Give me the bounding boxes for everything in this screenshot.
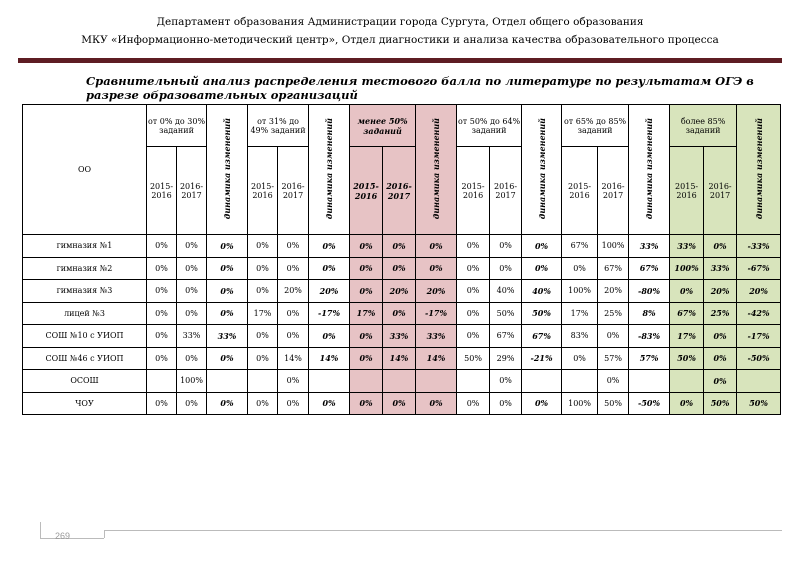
value-cell bbox=[457, 370, 490, 393]
value-cell: 0% bbox=[350, 235, 383, 258]
value-cell: 0% bbox=[457, 257, 490, 280]
row-name: гимназия №1 bbox=[23, 235, 147, 258]
value-cell: 14% bbox=[278, 347, 309, 370]
value-cell: 0% bbox=[598, 325, 629, 348]
year-header: 2015-2016 bbox=[248, 147, 278, 235]
value-cell: 67% bbox=[598, 257, 629, 280]
dynamics-cell: -50% bbox=[629, 392, 670, 415]
value-cell: 29% bbox=[490, 347, 522, 370]
value-cell: 0% bbox=[457, 280, 490, 303]
row-name: гимназия №3 bbox=[23, 280, 147, 303]
table-row bbox=[23, 257, 781, 280]
dynamics-cell: 33% bbox=[629, 235, 670, 258]
dynamics-header: динамика изменений bbox=[522, 105, 562, 235]
value-cell bbox=[147, 370, 177, 393]
value-cell: 0% bbox=[704, 347, 737, 370]
value-cell: 40% bbox=[490, 280, 522, 303]
value-cell: 0% bbox=[177, 392, 207, 415]
value-cell: 0% bbox=[177, 257, 207, 280]
dynamics-header: динамика изменений bbox=[629, 105, 670, 235]
value-cell: 33% bbox=[704, 257, 737, 280]
value-cell: 33% bbox=[670, 235, 704, 258]
value-cell: 0% bbox=[147, 392, 177, 415]
value-cell: 20% bbox=[383, 280, 416, 303]
value-cell bbox=[383, 370, 416, 393]
value-cell: 0% bbox=[278, 325, 309, 348]
value-cell: 25% bbox=[704, 302, 737, 325]
value-cell: 0% bbox=[457, 302, 490, 325]
value-cell: 0% bbox=[383, 392, 416, 415]
value-cell: 50% bbox=[457, 347, 490, 370]
dynamics-header: динамика изменений bbox=[207, 105, 248, 235]
dynamics-cell: -17% bbox=[737, 325, 781, 348]
footer-line bbox=[104, 530, 782, 531]
value-cell: 33% bbox=[383, 325, 416, 348]
value-cell: 0% bbox=[670, 280, 704, 303]
dynamics-cell: 0% bbox=[309, 325, 350, 348]
dynamics-cell: 20% bbox=[737, 280, 781, 303]
value-cell bbox=[562, 370, 598, 393]
dynamics-cell: -42% bbox=[737, 302, 781, 325]
year-header: 2016-2017 bbox=[704, 147, 737, 235]
value-cell: 50% bbox=[598, 392, 629, 415]
year-header: 2016-2017 bbox=[278, 147, 309, 235]
dynamics-cell: 67% bbox=[629, 257, 670, 280]
dynamics-cell: 0% bbox=[522, 257, 562, 280]
dynamics-header: динамика изменений bbox=[416, 105, 457, 235]
value-cell: 57% bbox=[598, 347, 629, 370]
results-table bbox=[22, 104, 781, 415]
year-header: 2016-2017 bbox=[490, 147, 522, 235]
dynamics-cell: -17% bbox=[416, 302, 457, 325]
value-cell: 0% bbox=[248, 235, 278, 258]
value-cell: 0% bbox=[147, 257, 177, 280]
dynamics-cell: 33% bbox=[416, 325, 457, 348]
header-center: МКУ «Информационно-методический центр», Отдел диагностики и анализа качества образовательного процесса bbox=[81, 34, 719, 46]
dynamics-cell: -50% bbox=[737, 347, 781, 370]
table-title: Сравнительный анализ распределения тестового балла по литературе по результатам ОГЭ в разрезе образовательных организаций bbox=[86, 74, 754, 102]
value-cell: 0% bbox=[350, 280, 383, 303]
row-name: лицей №3 bbox=[23, 302, 147, 325]
footer-tick bbox=[40, 522, 41, 538]
group-header: от 31% до 49% заданий bbox=[248, 105, 309, 147]
dynamics-cell: -80% bbox=[629, 280, 670, 303]
dynamics-cell: 14% bbox=[309, 347, 350, 370]
dynamics-cell: 0% bbox=[309, 392, 350, 415]
dynamics-header: динамика изменений bbox=[737, 105, 781, 235]
group-header: от 50% до 64% заданий bbox=[457, 105, 522, 147]
value-cell bbox=[670, 370, 704, 393]
dynamics-cell: 50% bbox=[522, 302, 562, 325]
dynamics-cell: -21% bbox=[522, 347, 562, 370]
year-header: 2015-2016 bbox=[562, 147, 598, 235]
dynamics-cell bbox=[207, 370, 248, 393]
value-cell: 67% bbox=[490, 325, 522, 348]
table-row bbox=[23, 325, 781, 348]
value-cell: 100% bbox=[670, 257, 704, 280]
header-rule bbox=[18, 58, 782, 63]
value-cell: 0% bbox=[147, 280, 177, 303]
value-cell: 0% bbox=[248, 325, 278, 348]
dynamics-cell: 0% bbox=[416, 235, 457, 258]
table-row bbox=[23, 302, 781, 325]
dynamics-cell: 0% bbox=[522, 392, 562, 415]
value-cell: 17% bbox=[562, 302, 598, 325]
footer-line bbox=[40, 538, 104, 539]
value-cell: 0% bbox=[177, 347, 207, 370]
dynamics-cell: 20% bbox=[309, 280, 350, 303]
year-header: 2015-2016 bbox=[147, 147, 177, 235]
value-cell bbox=[248, 370, 278, 393]
row-name: ЧОУ bbox=[23, 392, 147, 415]
value-cell: 100% bbox=[177, 370, 207, 393]
value-cell: 0% bbox=[350, 347, 383, 370]
value-cell: 0% bbox=[248, 280, 278, 303]
value-cell: 50% bbox=[490, 302, 522, 325]
footer-corner bbox=[104, 530, 105, 538]
value-cell: 0% bbox=[457, 235, 490, 258]
value-cell: 0% bbox=[350, 257, 383, 280]
value-cell: 0% bbox=[350, 325, 383, 348]
value-cell: 0% bbox=[248, 392, 278, 415]
value-cell: 0% bbox=[147, 325, 177, 348]
year-header: 2015-2016 bbox=[350, 147, 383, 235]
oo-header: ОО bbox=[23, 105, 147, 235]
dynamics-cell: 0% bbox=[207, 257, 248, 280]
value-cell: 20% bbox=[278, 280, 309, 303]
dynamics-cell: 0% bbox=[309, 257, 350, 280]
value-cell: 0% bbox=[248, 347, 278, 370]
dynamics-header: динамика изменений bbox=[309, 105, 350, 235]
group-header: менее 50% заданий bbox=[350, 105, 416, 147]
dynamics-cell: 0% bbox=[207, 302, 248, 325]
value-cell: 25% bbox=[598, 302, 629, 325]
value-cell: 20% bbox=[704, 280, 737, 303]
value-cell: 0% bbox=[562, 347, 598, 370]
dynamics-cell bbox=[416, 370, 457, 393]
table-row bbox=[23, 347, 781, 370]
value-cell: 0% bbox=[562, 257, 598, 280]
value-cell: 0% bbox=[704, 235, 737, 258]
value-cell: 100% bbox=[562, 280, 598, 303]
dynamics-cell: -67% bbox=[737, 257, 781, 280]
value-cell: 50% bbox=[704, 392, 737, 415]
value-cell: 0% bbox=[490, 235, 522, 258]
header-department: Департамент образования Администрации города Сургута, Отдел общего образования bbox=[156, 16, 644, 28]
value-cell: 0% bbox=[490, 370, 522, 393]
value-cell: 0% bbox=[177, 280, 207, 303]
value-cell: 0% bbox=[457, 392, 490, 415]
table-row bbox=[23, 392, 781, 415]
dynamics-cell bbox=[629, 370, 670, 393]
value-cell: 0% bbox=[490, 257, 522, 280]
value-cell bbox=[350, 370, 383, 393]
row-name: СОШ №46 с УИОП bbox=[23, 347, 147, 370]
year-header: 2015-2016 bbox=[457, 147, 490, 235]
dynamics-cell: -33% bbox=[737, 235, 781, 258]
value-cell: 17% bbox=[670, 325, 704, 348]
value-cell: 0% bbox=[670, 392, 704, 415]
value-cell: 0% bbox=[278, 302, 309, 325]
dynamics-cell: 0% bbox=[522, 235, 562, 258]
value-cell: 20% bbox=[598, 280, 629, 303]
dynamics-cell: -17% bbox=[309, 302, 350, 325]
value-cell: 0% bbox=[177, 302, 207, 325]
value-cell: 33% bbox=[177, 325, 207, 348]
row-name: гимназия №2 bbox=[23, 257, 147, 280]
dynamics-cell: 0% bbox=[207, 235, 248, 258]
dynamics-cell: 50% bbox=[737, 392, 781, 415]
table-row bbox=[23, 370, 781, 393]
value-cell: 0% bbox=[147, 302, 177, 325]
dynamics-cell: 0% bbox=[207, 280, 248, 303]
dynamics-cell: 0% bbox=[207, 392, 248, 415]
value-cell: 0% bbox=[278, 235, 309, 258]
dynamics-cell: 0% bbox=[309, 235, 350, 258]
dynamics-cell: 8% bbox=[629, 302, 670, 325]
value-cell: 0% bbox=[248, 257, 278, 280]
dynamics-cell bbox=[737, 370, 781, 393]
value-cell: 0% bbox=[278, 392, 309, 415]
year-header: 2016-2017 bbox=[598, 147, 629, 235]
value-cell: 100% bbox=[598, 235, 629, 258]
table-row bbox=[23, 280, 781, 303]
dynamics-cell: 40% bbox=[522, 280, 562, 303]
dynamics-cell: 0% bbox=[207, 347, 248, 370]
year-header: 2016-2017 bbox=[383, 147, 416, 235]
value-cell: 83% bbox=[562, 325, 598, 348]
dynamics-cell: -83% bbox=[629, 325, 670, 348]
dynamics-cell: 0% bbox=[416, 257, 457, 280]
dynamics-cell: 67% bbox=[522, 325, 562, 348]
value-cell: 50% bbox=[670, 347, 704, 370]
dynamics-cell bbox=[522, 370, 562, 393]
value-cell: 0% bbox=[704, 325, 737, 348]
value-cell: 0% bbox=[383, 257, 416, 280]
dynamics-cell bbox=[309, 370, 350, 393]
group-header: от 0% до 30% заданий bbox=[147, 105, 207, 147]
dynamics-cell: 20% bbox=[416, 280, 457, 303]
row-name: ОСОШ bbox=[23, 370, 147, 393]
value-cell: 0% bbox=[598, 370, 629, 393]
year-header: 2016-2017 bbox=[177, 147, 207, 235]
table-row bbox=[23, 235, 781, 258]
group-header: более 85% заданий bbox=[670, 105, 737, 147]
value-cell: 0% bbox=[278, 370, 309, 393]
value-cell: 0% bbox=[350, 392, 383, 415]
value-cell: 0% bbox=[147, 347, 177, 370]
value-cell: 0% bbox=[147, 235, 177, 258]
dynamics-cell: 14% bbox=[416, 347, 457, 370]
row-name: СОШ №10 с УИОП bbox=[23, 325, 147, 348]
value-cell: 67% bbox=[562, 235, 598, 258]
dynamics-cell: 57% bbox=[629, 347, 670, 370]
value-cell: 0% bbox=[383, 235, 416, 258]
value-cell: 17% bbox=[248, 302, 278, 325]
value-cell: 0% bbox=[457, 325, 490, 348]
value-cell: 0% bbox=[383, 302, 416, 325]
value-cell: 0% bbox=[177, 235, 207, 258]
value-cell: 100% bbox=[562, 392, 598, 415]
dynamics-cell: 33% bbox=[207, 325, 248, 348]
value-cell: 0% bbox=[278, 257, 309, 280]
page-number: 269 bbox=[55, 531, 71, 541]
value-cell: 14% bbox=[383, 347, 416, 370]
dynamics-cell: 0% bbox=[416, 392, 457, 415]
value-cell: 17% bbox=[350, 302, 383, 325]
value-cell: 0% bbox=[490, 392, 522, 415]
year-header: 2015-2016 bbox=[670, 147, 704, 235]
value-cell: 67% bbox=[670, 302, 704, 325]
group-header: от 65% до 85% заданий bbox=[562, 105, 629, 147]
value-cell: 0% bbox=[704, 370, 737, 393]
